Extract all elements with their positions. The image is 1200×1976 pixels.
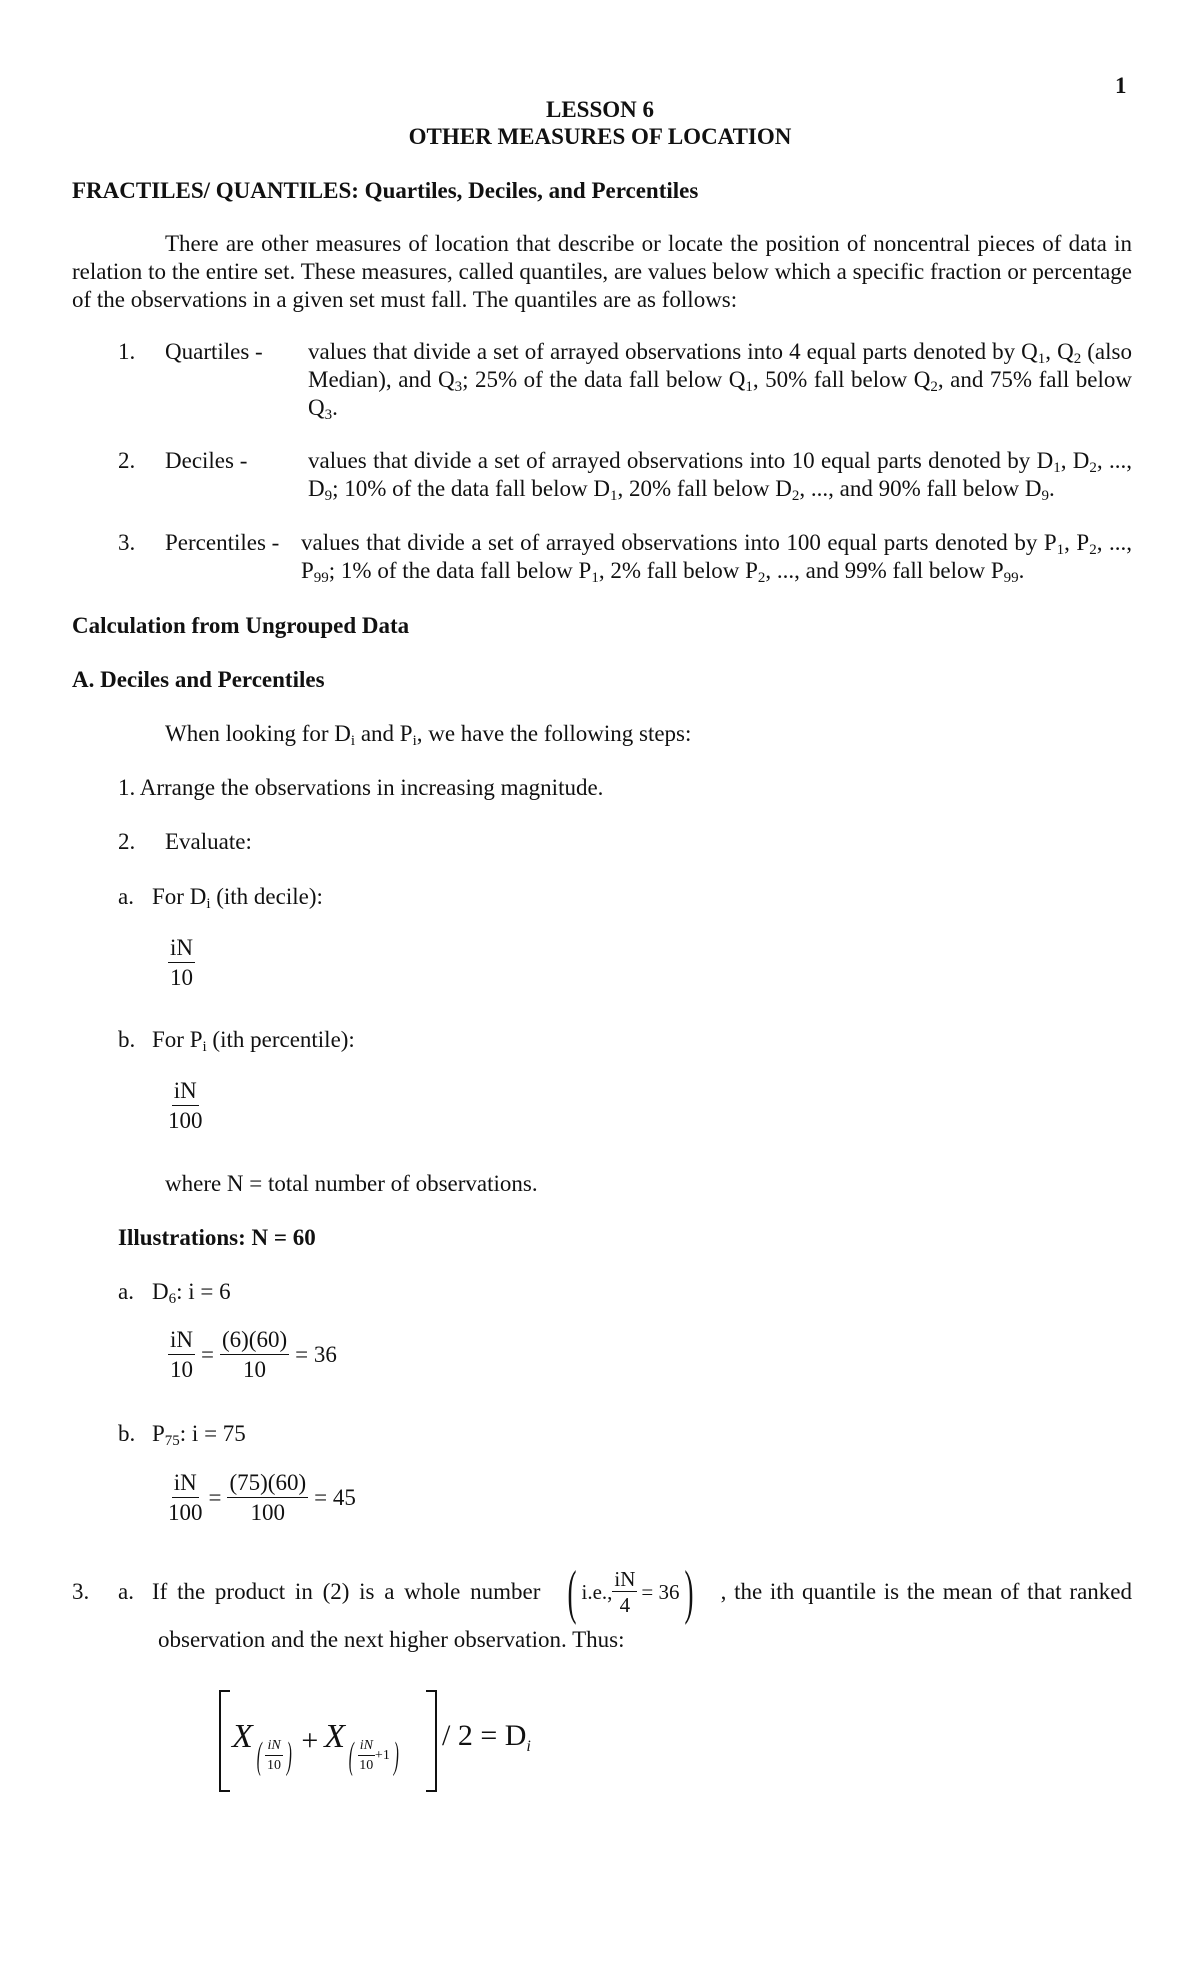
sub1-num: iN [265, 1738, 282, 1756]
intro-paragraph: There are other measures of location that describe or locate the position of noncentral pieces of data in relation to the entire set. These measures, called quantiles, are values below which a specific fraction or percentage of the observations in a given set must fall. The quantiles are as follows: [72, 231, 1132, 312]
percentiles-number: 3. [118, 530, 136, 555]
illustration-b-denominator-1: 100 [168, 1500, 203, 1525]
x-term-2: X [324, 1718, 346, 1755]
quartiles-term: Quartiles - [165, 339, 263, 364]
step-2b-label: b. [118, 1027, 136, 1052]
sub2-den: 10 [359, 1758, 374, 1773]
decile-fraction [168, 935, 195, 991]
formula [218, 1689, 438, 1793]
sub1-den: 10 [267, 1758, 282, 1773]
ie-numerator: iN [614, 1567, 636, 1591]
step-3a-label: a. [118, 1579, 134, 1604]
step-2a-label: a. [118, 884, 134, 909]
subscript-2: ( $\frac{iN}{10}$ +1 ) [348, 1735, 399, 1777]
calc-heading: Calculation from Ungrouped Data [72, 613, 410, 638]
formula-result [442, 1719, 531, 1755]
decile-numerator: iN [168, 935, 195, 963]
illustration-a-numerator-2: (6)(60) [220, 1327, 289, 1355]
section-heading: FRACTILES/ QUANTILES: Quartiles, Deciles, and Percentiles [72, 178, 699, 203]
decile-denominator: 10 [170, 965, 193, 990]
illustrations-heading: Illustrations: N = 60 [118, 1225, 316, 1250]
percentiles-term: Percentiles - [165, 530, 280, 555]
step-3a-line [152, 1559, 1132, 1625]
illustration-a-title: $D_6$: i = 6 [152, 1279, 231, 1307]
step-3a-text-after: , the ith quantile is the mean of that ranked [720, 1579, 1132, 1604]
subscript-1: ( $\frac{iN}{10}$ ) [256, 1735, 292, 1777]
step-2: Evaluate: [165, 829, 252, 854]
illustration-b-equation [168, 1470, 356, 1526]
illustration-a-result: = 36 [295, 1342, 337, 1367]
quartiles-number: 1. [118, 339, 136, 364]
x-term-1: X [232, 1718, 253, 1755]
percentile-denominator: 100 [168, 1108, 203, 1133]
right-paren-icon: ) [684, 1559, 694, 1625]
illustration-a-equation [168, 1327, 337, 1383]
step-3-number: 3. [72, 1579, 90, 1604]
illustration-b-title: $P_{75}$: i = 75 [152, 1421, 246, 1449]
step-2-number: 2. [118, 829, 136, 854]
equals-sign: = [201, 1342, 214, 1367]
steps-intro: When looking for $D_i$ and $P_i$, we have the following steps: [165, 721, 692, 749]
deciles-term: Deciles - [165, 448, 248, 473]
page-number: 1 [1115, 73, 1127, 98]
sub2-plus-one: +1 [374, 1748, 390, 1763]
ie-result: = 36 [641, 1580, 680, 1604]
illustration-b-label: b. [118, 1421, 136, 1446]
formula-subscript: i [526, 1738, 531, 1755]
lesson-label: LESSON 6 [545, 97, 654, 122]
illustration-a-denominator-1: 10 [170, 1357, 193, 1382]
ie-expression [562, 1559, 700, 1625]
page-title: OTHER MEASURES OF LOCATION [408, 124, 792, 149]
calc-subheading: A. Deciles and Percentiles [72, 667, 325, 692]
step-2a-text: For $D_i$ (ith decile): [152, 884, 323, 912]
step-3a-line2: observation and the next higher observation. Thus: [158, 1627, 625, 1652]
illustration-a-numerator-1: iN [168, 1327, 195, 1355]
illustration-a-denominator-2: 10 [243, 1357, 267, 1382]
ie-label: i.e., [581, 1580, 613, 1604]
plus-sign: + [301, 1724, 319, 1757]
equals-sign: = [208, 1485, 222, 1510]
where-note: where N = total number of observations. [165, 1171, 538, 1196]
step-3a-text-before: If the product in (2) is a whole number [152, 1579, 541, 1604]
sub2-num: iN [358, 1738, 375, 1756]
percentiles-definition: values that divide a set of arrayed observations into 100 equal parts denoted by $P_1$, $P_2$, ..., $P_{99}$; 1% of the data fall below $P_1$, 2% fall below $P_2$, ..., and 99% fall below $P_{99}$. [301, 530, 1133, 586]
illustration-a-label: a. [118, 1279, 134, 1304]
illustration-b-numerator-2: (75)(60) [227, 1470, 308, 1498]
step-1: 1. Arrange the observations in increasing magnitude. [118, 775, 604, 800]
deciles-definition: values that divide a set of arrayed observations into 10 equal parts denoted by $D_1$, $D_2$, ..., $D_9$; 10% of the data fall below $D_1$, 20% fall below $D_2$, ..., and 90% fall below $D_9$. [308, 448, 1132, 504]
illustration-b-result: = 45 [314, 1485, 356, 1510]
illustration-b-numerator-1: iN [172, 1470, 199, 1498]
step-2b-text: For $P_i$ (ith percentile): [152, 1027, 355, 1055]
left-paren-icon: ( [566, 1559, 576, 1625]
deciles-number: 2. [118, 448, 136, 473]
illustration-b-denominator-2: 100 [250, 1500, 286, 1525]
ie-denominator: 4 [619, 1593, 631, 1617]
percentile-numerator: iN [172, 1078, 199, 1106]
quartiles-definition: values that divide a set of arrayed observations into 4 equal parts denoted by $Q_1$, $Q_2$ (also Median), and $Q_3$; 25% of the data fall below $Q_1$, 50% fall below $Q_2$, and 75% fall below $Q_3$. [308, 339, 1132, 423]
formula-divide: / 2 = D [442, 1719, 527, 1752]
percentile-fraction [168, 1078, 203, 1134]
